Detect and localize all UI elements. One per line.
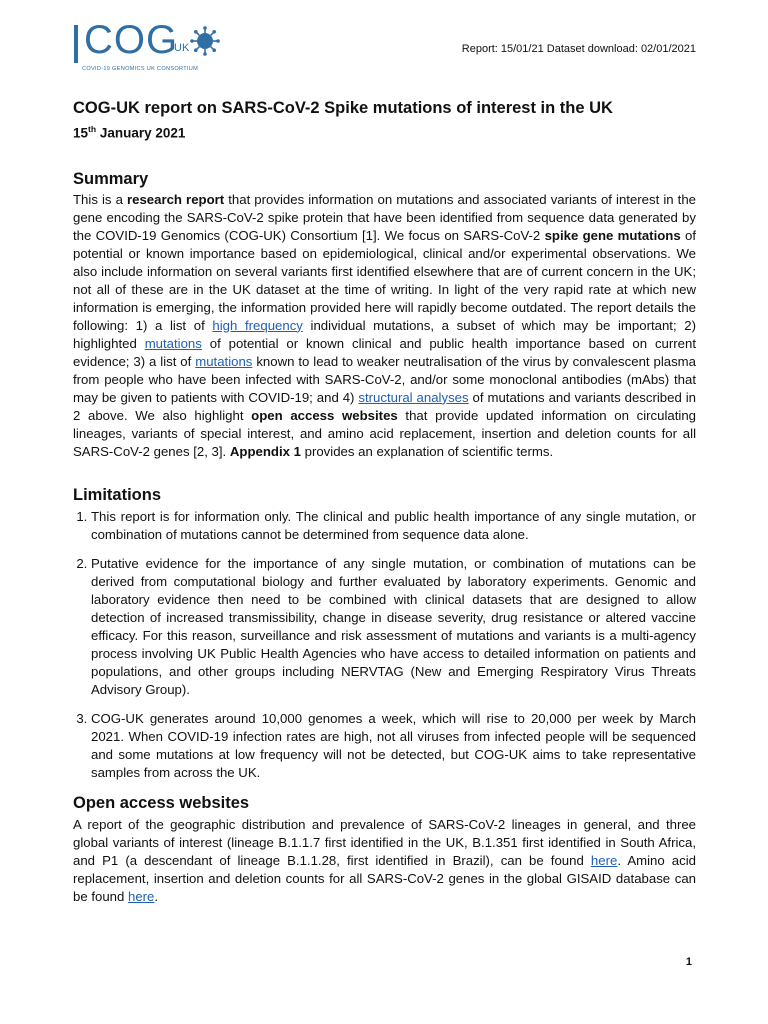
date-day: 15 xyxy=(73,125,89,141)
limitations-section xyxy=(73,485,696,782)
list-item: 2. Putative evidence for the importance of any single mutation, or combination of mutations can be derived from computational biology and further evaluated by laboratory experiments. Genomic and laboratory evidence then need to be combined with clinical datasets that are designed to allow detection of increased transmissibility, change in disease severity, drug resistance or altered vaccine efficacy. For this reason, surveillance and risk assessment of mutations and variants is a multi-agency process involving UK Public Health Agencies who have access to detailed information on patients and populations, and other groups including NERVTAG (New and Emerging Respiratory Virus Threats Advisory Group). xyxy=(91,555,696,699)
summary-text: of mutations and variants described in 2 above. We also highlight xyxy=(73,389,696,423)
limitations-heading: Limitations xyxy=(73,485,162,504)
summary-heading: Summary xyxy=(73,169,149,188)
open-access-section xyxy=(73,793,696,906)
logo-bar xyxy=(74,25,78,63)
summary-text: provides an explanation of scientific terms. xyxy=(300,443,554,459)
list-item: 1. This report is for information only. The clinical and public health importance of any single mutation, or combination of mutations cannot be determined from sequence data alone. xyxy=(91,508,696,544)
logo-subtitle: COVID-19 GENOMICS UK CONSORTIUM xyxy=(82,66,199,72)
link-here-gisaid[interactable]: here xyxy=(128,888,155,904)
summary-text: that provides information on mutations and associated variants of interest in the gene encoding the SARS-CoV-2 spike protein that have been identified from sequence data generated by the COVID-19 Genomics (COG-UK) Consortium [1]. We focus on SARS-CoV-2 xyxy=(73,191,697,243)
summary-paragraph xyxy=(73,191,696,461)
summary-text: known to lead to weaker neutralisation of the virus by convalescent plasma from people who have been infected with SARS-CoV-2, and/or some monoclonal antibodies (mAbs) that may be given to patients with COVID-19; and 4) xyxy=(73,353,696,405)
summary-bold-research-report: research report xyxy=(127,191,225,207)
logo-text: COG xyxy=(84,18,179,62)
link-structural-analyses[interactable]: structural analyses xyxy=(358,389,469,405)
summary-text: This is a xyxy=(73,191,127,207)
report-date xyxy=(73,120,696,143)
date-suffix: th xyxy=(88,124,97,134)
link-here-lineages[interactable]: here xyxy=(590,852,618,868)
open-access-text: . Amino acid replacement, insertion and deletion counts for all SARS-CoV-2 genes in the global GISAID database can be found xyxy=(73,852,697,904)
open-access-paragraph xyxy=(73,816,696,906)
open-access-text: A report of the geographic distribution and prevalence of SARS-CoV-2 lineages in general, and three global variants of interest (lineage B.1.1.7 first identified in the UK, B.1.351 first identified in South Africa, and P1 (a descendant of lineage B.1.1.28, first identified in Brazil), can be found xyxy=(73,816,696,868)
logo-uk: UK xyxy=(174,42,190,54)
link-mutations-highlighted[interactable]: mutations xyxy=(144,335,202,351)
open-access-text: . xyxy=(154,888,159,904)
summary-section xyxy=(73,169,696,461)
summary-text: of potential or known clinical and public health importance based on current evidence; 3) a list of xyxy=(73,335,696,369)
summary-bold-spike-gene-mutations: spike gene mutations xyxy=(544,227,681,243)
main-content xyxy=(73,97,696,906)
page-title: COG-UK report on SARS-CoV-2 Spike mutations of interest in the UK xyxy=(73,99,613,117)
virus-icon xyxy=(190,26,220,56)
limitations-list xyxy=(73,508,696,782)
summary-text: of potential or known importance based on epidemiological, clinical and/or experimental observations. We also include information on several variants first identified elsewhere that are of current concern in the UK; not all of these are in the UK dataset at the time of writing. In light of the very rapid rate at which new information is emerging, the information provided here will rapidly become outdated. The report details the following: 1) a list of xyxy=(73,227,696,333)
link-high-frequency[interactable]: high frequency xyxy=(212,317,303,333)
summary-text: individual mutations, a subset of which may be important; 2) highlighted xyxy=(73,317,697,351)
page-number: 1 xyxy=(685,956,692,968)
summary-bold-appendix-1: Appendix 1 xyxy=(229,443,301,459)
link-mutations-neutralisation[interactable]: mutations xyxy=(195,353,253,369)
report-meta: Report: 15/01/21 Dataset download: 02/01/2021 xyxy=(461,43,696,55)
summary-bold-open-access-websites: open access websites xyxy=(251,407,398,423)
cog-uk-logo xyxy=(74,18,234,74)
summary-text: that provide updated information on circulating lineages, variants of special interest, and amino acid replacement, insertion and deletion counts for all SARS-CoV-2 genes [2, 3]. xyxy=(73,407,696,459)
open-access-heading: Open access websites xyxy=(73,793,250,812)
date-rest: January 2021 xyxy=(96,125,186,141)
list-item: 3. COG-UK generates around 10,000 genomes a week, which will rise to 20,000 per week by March 2021. When COVID-19 infection rates are high, not all viruses from infected people will be sequenced and some mutations at low frequency will not be detected, but COG-UK aims to take representative samples from across the UK. xyxy=(91,710,696,782)
